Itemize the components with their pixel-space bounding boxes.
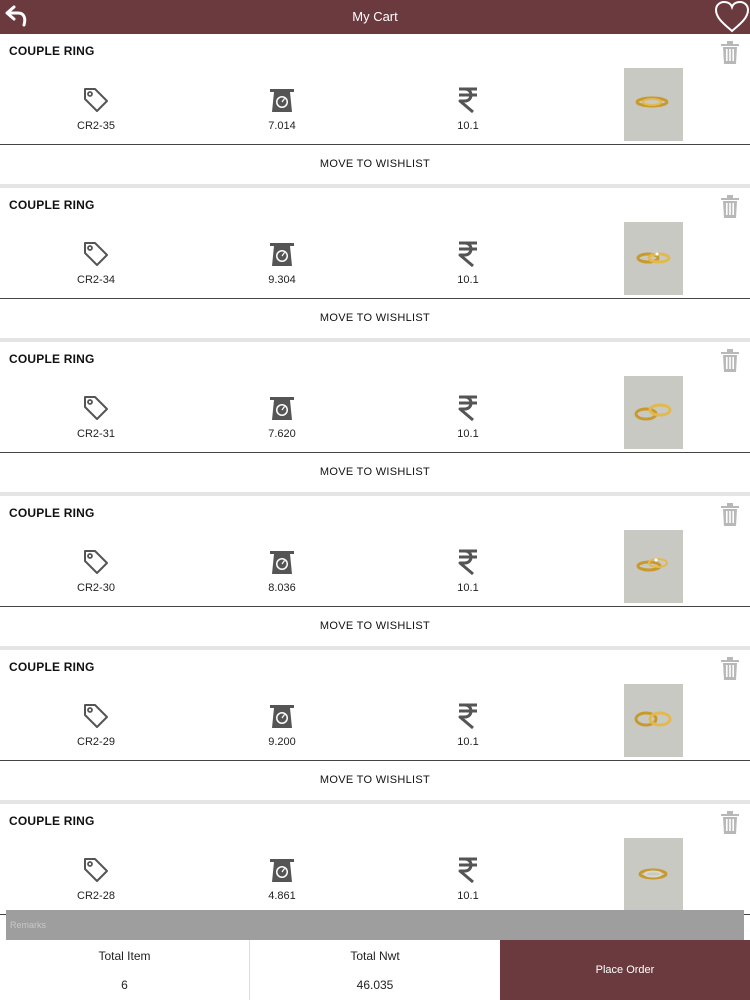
trash-icon[interactable] [720,349,740,373]
total-item-value: 6 [121,978,128,992]
item-price [423,548,513,594]
item-price-value: 10.1 [457,582,479,594]
item-code-value: CR2-31 [77,428,115,440]
app-header [0,0,750,34]
cart-item [0,34,750,184]
item-weight [237,856,327,902]
item-weight-value: 4.861 [268,890,296,902]
ring-image[interactable] [624,222,683,295]
item-weight-value: 9.304 [268,274,296,286]
item-weight [237,548,327,594]
cart-footer [0,940,750,1000]
item-code-value: CR2-34 [77,274,115,286]
move-to-wishlist-button[interactable]: MOVE TO WISHLIST [319,620,431,632]
tag-icon [82,856,110,884]
ring-image[interactable] [624,838,683,911]
weighing-scale-icon [268,702,296,730]
item-price [423,240,513,286]
trash-icon[interactable] [720,503,740,527]
item-code-value: CR2-35 [77,120,115,132]
item-price [423,394,513,440]
trash-icon[interactable] [720,41,740,65]
rupee-icon [454,86,482,114]
item-code [51,548,141,594]
item-price-value: 10.1 [457,428,479,440]
item-code-value: CR2-28 [77,890,115,902]
ring-image[interactable] [624,684,683,757]
item-weight-value: 7.620 [268,428,296,440]
trash-icon[interactable] [720,657,740,681]
item-name: COUPLE RING [9,506,95,520]
item-name: COUPLE RING [9,44,95,58]
rupee-icon [454,240,482,268]
item-code-value: CR2-30 [77,582,115,594]
rupee-icon [454,548,482,576]
item-weight [237,394,327,440]
item-price-value: 10.1 [457,274,479,286]
tag-icon [82,702,110,730]
item-name: COUPLE RING [9,660,95,674]
item-code [51,702,141,748]
item-weight-value: 7.014 [268,120,296,132]
item-price-value: 10.1 [457,890,479,902]
tag-icon [82,86,110,114]
item-name: COUPLE RING [9,814,95,828]
item-price [423,702,513,748]
tag-icon [82,548,110,576]
trash-icon[interactable] [720,195,740,219]
item-code [51,240,141,286]
item-code [51,856,141,902]
item-weight [237,86,327,132]
item-weight-value: 8.036 [268,582,296,594]
weighing-scale-icon [268,394,296,422]
item-price [423,86,513,132]
tag-icon [82,394,110,422]
move-to-wishlist-button[interactable]: MOVE TO WISHLIST [319,466,431,478]
item-price-value: 10.1 [457,736,479,748]
item-code [51,86,141,132]
cart-list[interactable] [0,34,750,910]
place-order-button[interactable]: Place Order [500,940,750,1000]
total-item [0,940,250,1000]
cart-item [0,496,750,646]
item-weight-value: 9.200 [268,736,296,748]
ring-image[interactable] [624,68,683,141]
weighing-scale-icon [268,548,296,576]
item-name: COUPLE RING [9,198,95,212]
page-title: My Cart [352,9,398,24]
remarks-input[interactable] [6,910,744,940]
rupee-icon [454,702,482,730]
total-nwt-label: Total Nwt [350,949,400,963]
move-to-wishlist-button[interactable]: MOVE TO WISHLIST [319,774,431,786]
item-code [51,394,141,440]
cart-item [0,342,750,492]
total-nwt [250,940,500,1000]
cart-item [0,188,750,338]
weighing-scale-icon [268,86,296,114]
weighing-scale-icon [268,856,296,884]
cart-item [0,650,750,800]
rupee-icon [454,856,482,884]
item-price-value: 10.1 [457,120,479,132]
rupee-icon [454,394,482,422]
item-weight [237,702,327,748]
total-item-label: Total Item [98,949,151,963]
item-price [423,856,513,902]
item-code-value: CR2-29 [77,736,115,748]
item-name: COUPLE RING [9,352,95,366]
heart-icon[interactable] [714,0,750,34]
ring-image[interactable] [624,376,683,449]
trash-icon[interactable] [720,811,740,835]
ring-image[interactable] [624,530,683,603]
tag-icon [82,240,110,268]
move-to-wishlist-button[interactable]: MOVE TO WISHLIST [319,158,431,170]
item-weight [237,240,327,286]
weighing-scale-icon [268,240,296,268]
total-nwt-value: 46.035 [356,978,394,992]
move-to-wishlist-button[interactable]: MOVE TO WISHLIST [319,312,431,324]
